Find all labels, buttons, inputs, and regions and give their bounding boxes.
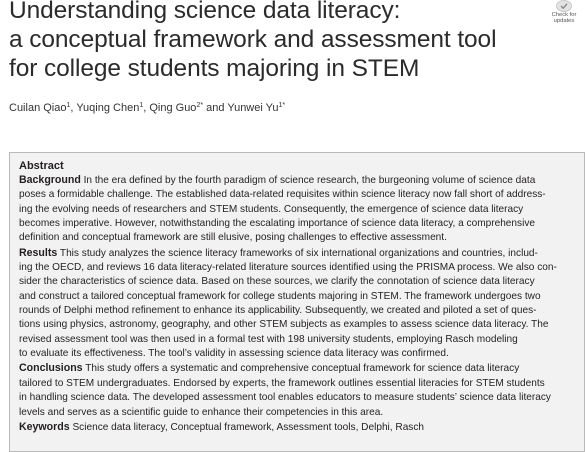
affiliation-mark: 1 [66, 102, 71, 109]
abstract-heading: Abstract [19, 160, 64, 172]
paragraph-line: tions using physics, astronomy, geography, and other STEM subjects as examples to assess science data literacy. The [19, 319, 549, 331]
check-for-updates-badge[interactable] [543, 0, 585, 24]
paragraph-line: ing the OECD, and reviews 16 data literacy-related literature sources identified using the PRISMA process. We also con- [19, 262, 557, 274]
title-line: a conceptual framework and assessment tool [9, 26, 497, 53]
author-separator: , [143, 102, 150, 114]
conclusions-label: Conclusions [19, 362, 83, 375]
paragraph-line: sider the characteristics of science data. Based on these sources, we clarify the connotation of science data literacy [19, 276, 535, 288]
paragraph-line: becomes imperative. However, notwithstanding the escalating importance of science data literacy, a comprehensive [19, 218, 535, 230]
paragraph-line: poses a formidable challenge. The established data-related requisites within science literacy now fall short of address- [19, 189, 546, 201]
abstract-box [9, 152, 585, 452]
keywords-paragraph [19, 420, 585, 435]
badge-label-1: Check for [551, 12, 577, 18]
paragraph-line: In the era defined by the fourth paradigm of science research, the burgeoning volume of science data [80, 175, 536, 186]
affiliation-mark: 1* [278, 102, 286, 109]
badge-label-2: updates [553, 18, 575, 24]
paper-title [9, 0, 549, 83]
paragraph-line: definition and conceptual framework are still elusive, posing challenges to effective assessment. [19, 232, 447, 244]
paragraph-line: ing the evolving needs of researchers and STEM students. Consequently, the emergence of science data literacy [19, 203, 524, 215]
check-updates-icon [556, 0, 572, 12]
affiliation-mark: 2* [196, 102, 204, 109]
author-list [9, 102, 285, 114]
results-label: Results [19, 246, 58, 259]
author-name: Qing Guo [149, 102, 197, 114]
paragraph-line: This study analyzes the science literacy frameworks of six international organizations and countries, includ- [57, 247, 538, 259]
author-separator: , [70, 102, 77, 114]
keywords-label: Keywords [19, 420, 70, 433]
results-paragraph [19, 246, 585, 362]
paragraph-line: rounds of Delphi method refinement to enhance its applicability. Subsequently, we created and piloted a set of ques- [19, 305, 537, 317]
paragraph-line: tailored to STEM undergraduates. Endorsed by experts, the framework outlines essential literacies for STEM students [19, 377, 545, 389]
author-separator: and [203, 102, 228, 114]
conclusions-paragraph [19, 361, 585, 419]
paragraph-line: This study offers a systematic and comprehensive conceptual framework for science data literacy [82, 363, 520, 375]
author-name: Cuilan Qiao [9, 102, 67, 114]
paragraph-line: levels and serves as a scientific guide to enhance their competencies in this area. [19, 406, 384, 418]
paragraph-line: in handling science data. The developed assessment tool enables educators to measure students’ science data literacy [19, 392, 551, 404]
paragraph-line: revised assessment tool was then used in a formal test with 198 university students, employing Rasch modeling [19, 333, 518, 345]
paragraph-line: to evaluate its effectiveness. The tool’s validity in assessing science data literacy was confirmed. [19, 348, 449, 360]
title-line: for college students majoring in STEM [9, 55, 420, 82]
keywords-text: Science data literacy, Conceptual framework, Assessment tools, Delphi, Rasch [69, 421, 425, 433]
background-label: Background [19, 174, 81, 186]
author-name: Yunwei Yu [227, 102, 279, 114]
background-paragraph [19, 173, 585, 246]
author-name: Yuqing Chen [76, 102, 140, 114]
paragraph-line: and construct a tailored conceptual framework for college students majoring in STEM. The framework undergoes two [19, 290, 541, 302]
affiliation-mark: 1 [139, 102, 144, 109]
title-line: Understanding science data literacy: [9, 0, 401, 24]
